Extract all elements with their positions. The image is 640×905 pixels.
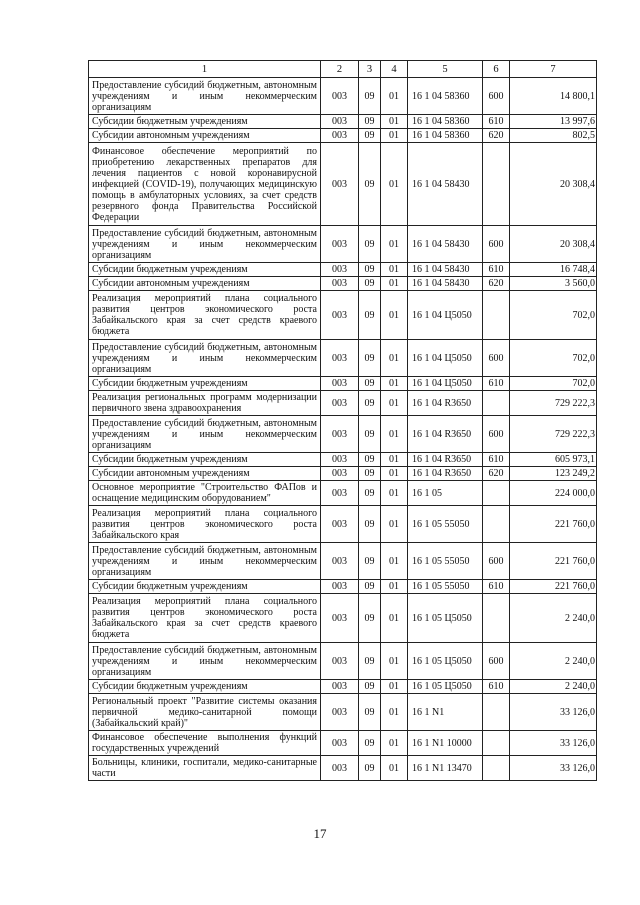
- row-section-code: 09: [359, 756, 381, 781]
- row-amount: 221 760,0: [510, 580, 597, 594]
- row-amount: 20 308,4: [510, 226, 597, 263]
- row-subsection-code: 01: [381, 694, 408, 731]
- header-col-3: 3: [359, 61, 381, 78]
- row-expense-type: 600: [483, 340, 510, 377]
- table-row: [89, 481, 597, 506]
- row-ministry-code: 003: [321, 756, 359, 781]
- row-ministry-code: 003: [321, 580, 359, 594]
- table-row: [89, 680, 597, 694]
- row-subsection-code: 01: [381, 291, 408, 340]
- row-target-article: 16 1 05 Ц5050: [408, 680, 483, 694]
- row-section-code: 09: [359, 277, 381, 291]
- row-expense-type: 600: [483, 643, 510, 680]
- row-amount: 16 748,4: [510, 263, 597, 277]
- row-subsection-code: 01: [381, 115, 408, 129]
- row-ministry-code: 003: [321, 643, 359, 680]
- row-expense-type: [483, 694, 510, 731]
- row-subsection-code: 01: [381, 756, 408, 781]
- row-target-article: 16 1 04 R3650: [408, 416, 483, 453]
- row-amount: 802,5: [510, 129, 597, 143]
- row-amount: 221 760,0: [510, 543, 597, 580]
- header-col-2: 2: [321, 61, 359, 78]
- row-ministry-code: 003: [321, 263, 359, 277]
- row-name: Субсидии автономным учреждениям: [89, 277, 321, 291]
- row-expense-type: [483, 391, 510, 416]
- row-amount: 33 126,0: [510, 731, 597, 756]
- row-expense-type: 600: [483, 543, 510, 580]
- row-ministry-code: 003: [321, 694, 359, 731]
- row-subsection-code: 01: [381, 731, 408, 756]
- row-target-article: 16 1 05 55050: [408, 580, 483, 594]
- row-subsection-code: 01: [381, 391, 408, 416]
- row-expense-type: [483, 291, 510, 340]
- row-subsection-code: 01: [381, 226, 408, 263]
- row-section-code: 09: [359, 291, 381, 340]
- table-row: [89, 467, 597, 481]
- table-row: [89, 580, 597, 594]
- row-expense-type: 610: [483, 580, 510, 594]
- row-subsection-code: 01: [381, 643, 408, 680]
- table-header-row: [89, 61, 597, 78]
- row-section-code: 09: [359, 481, 381, 506]
- row-section-code: 09: [359, 115, 381, 129]
- row-subsection-code: 01: [381, 416, 408, 453]
- row-amount: 605 973,1: [510, 453, 597, 467]
- row-section-code: 09: [359, 731, 381, 756]
- row-expense-type: 600: [483, 226, 510, 263]
- row-name: Региональный проект "Развитие системы оказания первичной медико-санитарной помощи (Забайкальский край)": [89, 694, 321, 731]
- row-target-article: 16 1 N1: [408, 694, 483, 731]
- row-expense-type: [483, 594, 510, 643]
- row-ministry-code: 003: [321, 226, 359, 263]
- row-target-article: 16 1 N1 13470: [408, 756, 483, 781]
- row-subsection-code: 01: [381, 680, 408, 694]
- row-amount: 702,0: [510, 377, 597, 391]
- table-row: [89, 226, 597, 263]
- row-section-code: 09: [359, 580, 381, 594]
- row-amount: 2 240,0: [510, 594, 597, 643]
- table-row: [89, 643, 597, 680]
- row-name: Больницы, клиники, госпитали, медико-санитарные части: [89, 756, 321, 781]
- table-row: [89, 453, 597, 467]
- table-row: [89, 756, 597, 781]
- row-target-article: 16 1 05 55050: [408, 506, 483, 543]
- row-target-article: 16 1 04 R3650: [408, 467, 483, 481]
- row-ministry-code: 003: [321, 731, 359, 756]
- row-target-article: 16 1 05 Ц5050: [408, 594, 483, 643]
- row-name: Основное мероприятие "Строительство ФАПов и оснащение медицинским оборудованием": [89, 481, 321, 506]
- row-ministry-code: 003: [321, 416, 359, 453]
- row-amount: 20 308,4: [510, 143, 597, 226]
- row-target-article: 16 1 04 58430: [408, 143, 483, 226]
- row-section-code: 09: [359, 391, 381, 416]
- row-expense-type: [483, 731, 510, 756]
- row-amount: 702,0: [510, 291, 597, 340]
- row-section-code: 09: [359, 453, 381, 467]
- row-expense-type: 610: [483, 263, 510, 277]
- row-name: Реализация мероприятий плана социального развития центров экономического роста Забайкальского края: [89, 506, 321, 543]
- budget-table: [88, 60, 597, 781]
- budget-table-container: [88, 60, 596, 781]
- row-name: Субсидии бюджетным учреждениям: [89, 680, 321, 694]
- row-ministry-code: 003: [321, 291, 359, 340]
- row-name: Финансовое обеспечение мероприятий по приобретению лекарственных препаратов для лечения пациентов с новой коронавирусной инфекцией (COVID-19), получающих медицинскую помощь в амбулаторных условиях, за счет средств резервного фонда Правительства Российской Федерации: [89, 143, 321, 226]
- row-target-article: 16 1 04 58360: [408, 78, 483, 115]
- row-target-article: 16 1 05 Ц5050: [408, 643, 483, 680]
- header-col-1: 1: [89, 61, 321, 78]
- row-subsection-code: 01: [381, 263, 408, 277]
- header-col-5: 5: [408, 61, 483, 78]
- row-section-code: 09: [359, 467, 381, 481]
- row-section-code: 09: [359, 643, 381, 680]
- row-name: Субсидии бюджетным учреждениям: [89, 453, 321, 467]
- row-name: Реализация региональных программ модернизации первичного звена здравоохранения: [89, 391, 321, 416]
- row-ministry-code: 003: [321, 543, 359, 580]
- row-section-code: 09: [359, 340, 381, 377]
- row-subsection-code: 01: [381, 543, 408, 580]
- row-expense-type: 620: [483, 277, 510, 291]
- row-subsection-code: 01: [381, 580, 408, 594]
- row-target-article: 16 1 04 58430: [408, 277, 483, 291]
- row-name: Субсидии автономным учреждениям: [89, 129, 321, 143]
- row-ministry-code: 003: [321, 340, 359, 377]
- row-amount: 729 222,3: [510, 416, 597, 453]
- row-section-code: 09: [359, 129, 381, 143]
- table-row: [89, 129, 597, 143]
- row-expense-type: 600: [483, 78, 510, 115]
- row-name: Субсидии бюджетным учреждениям: [89, 263, 321, 277]
- row-name: Субсидии бюджетным учреждениям: [89, 580, 321, 594]
- row-ministry-code: 003: [321, 506, 359, 543]
- row-expense-type: [483, 481, 510, 506]
- row-name: Финансовое обеспечение выполнения функций государственных учреждений: [89, 731, 321, 756]
- row-amount: 2 240,0: [510, 680, 597, 694]
- row-subsection-code: 01: [381, 594, 408, 643]
- row-section-code: 09: [359, 594, 381, 643]
- row-name: Реализация мероприятий плана социального развития центров экономического роста Забайкальского края за счет средств краевого бюджета: [89, 594, 321, 643]
- row-target-article: 16 1 04 58430: [408, 226, 483, 263]
- row-amount: 33 126,0: [510, 756, 597, 781]
- table-row: [89, 78, 597, 115]
- row-amount: 2 240,0: [510, 643, 597, 680]
- row-ministry-code: 003: [321, 377, 359, 391]
- row-subsection-code: 01: [381, 481, 408, 506]
- row-subsection-code: 01: [381, 277, 408, 291]
- row-amount: 13 997,6: [510, 115, 597, 129]
- row-target-article: 16 1 04 58430: [408, 263, 483, 277]
- row-ministry-code: 003: [321, 115, 359, 129]
- row-name: Предоставление субсидий бюджетным, автономным учреждениям и иным некоммерческим организациям: [89, 226, 321, 263]
- row-ministry-code: 003: [321, 129, 359, 143]
- row-name: Субсидии бюджетным учреждениям: [89, 377, 321, 391]
- row-name: Предоставление субсидий бюджетным, автономным учреждениям и иным некоммерческим организациям: [89, 416, 321, 453]
- row-amount: 702,0: [510, 340, 597, 377]
- table-body: [89, 78, 597, 781]
- row-amount: 224 000,0: [510, 481, 597, 506]
- row-target-article: 16 1 04 R3650: [408, 453, 483, 467]
- table-row: [89, 731, 597, 756]
- row-ministry-code: 003: [321, 594, 359, 643]
- row-section-code: 09: [359, 143, 381, 226]
- page-number: 17: [313, 826, 327, 841]
- row-amount: 3 560,0: [510, 277, 597, 291]
- row-ministry-code: 003: [321, 277, 359, 291]
- header-col-4: 4: [381, 61, 408, 78]
- row-subsection-code: 01: [381, 506, 408, 543]
- table-row: [89, 115, 597, 129]
- table-row: [89, 291, 597, 340]
- row-target-article: 16 1 04 58360: [408, 115, 483, 129]
- row-target-article: 16 1 05: [408, 481, 483, 506]
- row-name: Субсидии бюджетным учреждениям: [89, 115, 321, 129]
- row-target-article: 16 1 N1 10000: [408, 731, 483, 756]
- row-target-article: 16 1 04 Ц5050: [408, 377, 483, 391]
- table-row: [89, 506, 597, 543]
- row-ministry-code: 003: [321, 78, 359, 115]
- row-expense-type: [483, 143, 510, 226]
- row-expense-type: 600: [483, 416, 510, 453]
- header-col-6: 6: [483, 61, 510, 78]
- row-expense-type: 610: [483, 680, 510, 694]
- table-row: [89, 340, 597, 377]
- row-amount: 221 760,0: [510, 506, 597, 543]
- table-row: [89, 594, 597, 643]
- row-subsection-code: 01: [381, 377, 408, 391]
- row-expense-type: 620: [483, 467, 510, 481]
- row-subsection-code: 01: [381, 467, 408, 481]
- row-name: Субсидии автономным учреждениям: [89, 467, 321, 481]
- table-row: [89, 391, 597, 416]
- row-ministry-code: 003: [321, 453, 359, 467]
- row-subsection-code: 01: [381, 129, 408, 143]
- row-section-code: 09: [359, 78, 381, 115]
- row-expense-type: 620: [483, 129, 510, 143]
- row-expense-type: 610: [483, 453, 510, 467]
- row-amount: 33 126,0: [510, 694, 597, 731]
- row-ministry-code: 003: [321, 391, 359, 416]
- row-target-article: 16 1 04 Ц5050: [408, 291, 483, 340]
- table-row: [89, 143, 597, 226]
- row-ministry-code: 003: [321, 680, 359, 694]
- row-name: Предоставление субсидий бюджетным, автономным учреждениям и иным некоммерческим организациям: [89, 340, 321, 377]
- row-expense-type: 610: [483, 115, 510, 129]
- table-row: [89, 277, 597, 291]
- row-ministry-code: 003: [321, 467, 359, 481]
- row-section-code: 09: [359, 680, 381, 694]
- row-section-code: 09: [359, 694, 381, 731]
- row-section-code: 09: [359, 506, 381, 543]
- row-subsection-code: 01: [381, 453, 408, 467]
- row-target-article: 16 1 04 58360: [408, 129, 483, 143]
- row-section-code: 09: [359, 416, 381, 453]
- row-name: Реализация мероприятий плана социального развития центров экономического роста Забайкальского края за счет средств краевого бюджета: [89, 291, 321, 340]
- table-row: [89, 416, 597, 453]
- row-expense-type: 610: [483, 377, 510, 391]
- row-amount: 729 222,3: [510, 391, 597, 416]
- row-section-code: 09: [359, 377, 381, 391]
- row-ministry-code: 003: [321, 143, 359, 226]
- row-section-code: 09: [359, 263, 381, 277]
- table-row: [89, 694, 597, 731]
- table-row: [89, 543, 597, 580]
- row-name: Предоставление субсидий бюджетным, автономным учреждениям и иным некоммерческим организациям: [89, 78, 321, 115]
- row-name: Предоставление субсидий бюджетным, автономным учреждениям и иным некоммерческим организациям: [89, 543, 321, 580]
- row-target-article: 16 1 04 Ц5050: [408, 340, 483, 377]
- table-row: [89, 263, 597, 277]
- row-section-code: 09: [359, 543, 381, 580]
- row-ministry-code: 003: [321, 481, 359, 506]
- row-subsection-code: 01: [381, 340, 408, 377]
- row-subsection-code: 01: [381, 143, 408, 226]
- row-amount: 123 249,2: [510, 467, 597, 481]
- row-target-article: 16 1 05 55050: [408, 543, 483, 580]
- row-subsection-code: 01: [381, 78, 408, 115]
- row-target-article: 16 1 04 R3650: [408, 391, 483, 416]
- row-section-code: 09: [359, 226, 381, 263]
- row-expense-type: [483, 756, 510, 781]
- header-col-7: 7: [510, 61, 597, 78]
- row-expense-type: [483, 506, 510, 543]
- row-name: Предоставление субсидий бюджетным, автономным учреждениям и иным некоммерческим организациям: [89, 643, 321, 680]
- row-amount: 14 800,1: [510, 78, 597, 115]
- table-row: [89, 377, 597, 391]
